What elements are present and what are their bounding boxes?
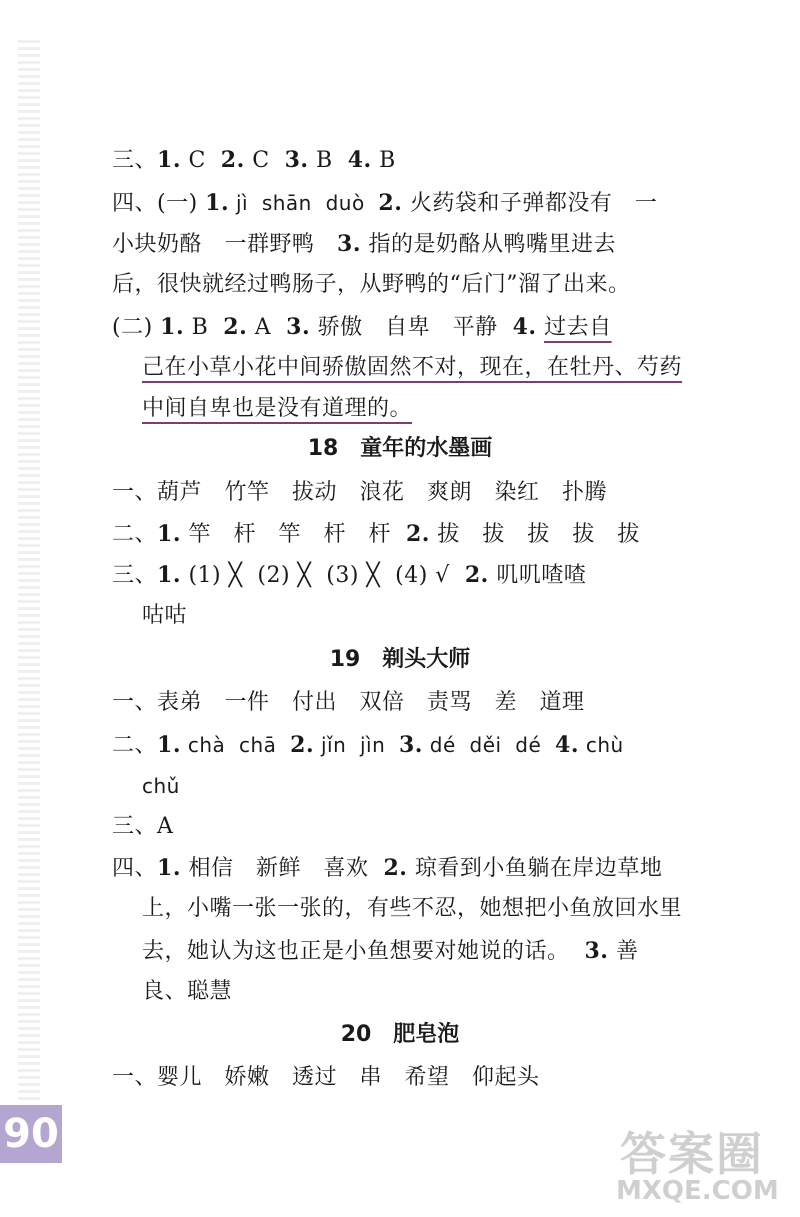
underlined-answer: 中间自卑也是没有道理的。 bbox=[142, 396, 413, 421]
answer-line: (二) 1. B 2. A 3. 骄傲 自卑 平静 4. 过去自 bbox=[112, 314, 612, 340]
answer-line: 二、1. chà chā 2. jǐn jìn 3. dé děi dé 4. chù bbox=[112, 732, 624, 758]
answer-line: 四、(一) 1. jì shān duò 2. 火药袋和子弹都没有 一 bbox=[112, 190, 658, 216]
answer-line: 一、葫芦 竹竿 拔动 浪花 爽朗 染红 扑腾 bbox=[112, 480, 608, 505]
answer-line: 上，小嘴一张一张的，有些不忍，她想把小鱼放回水里 bbox=[142, 896, 683, 921]
answer-line: 三、1. C 2. C 3. B 4. B bbox=[112, 147, 396, 173]
answer-line: 去，她认为这也正是小鱼想要对她说的话。 3. 善 bbox=[142, 938, 639, 964]
page-number-badge: 90 bbox=[0, 1105, 62, 1163]
answer-line: 后，很快就经过鸭肠子，从野鸭的“后门”溜了出来。 bbox=[112, 272, 631, 297]
watermark-logo bbox=[610, 1118, 790, 1210]
answer-line: 三、A bbox=[112, 814, 174, 839]
answer-line: 三、1. (1) ╳ (2) ╳ (3) ╳ (4) √ 2. 叽叽喳喳 bbox=[112, 562, 587, 588]
answer-line: 四、1. 相信 新鲜 喜欢 2. 琼看到小鱼躺在岸边草地 bbox=[112, 855, 663, 881]
answer-line: 咕咕 bbox=[142, 603, 188, 628]
lesson-heading: 20 肥皂泡 bbox=[340, 1022, 460, 1047]
underlined-answer: 己在小草小花中间骄傲固然不对，现在，在牡丹、芍药 bbox=[142, 355, 683, 380]
underlined-answer: 过去自 bbox=[544, 315, 612, 340]
answer-line: 二、1. 竿 杆 竿 杆 杆 2. 拔 拔 拔 拔 拔 bbox=[112, 521, 640, 547]
watermark-url: MXQE.COM bbox=[616, 1176, 779, 1206]
answer-line: 一、婴儿 娇嫩 透过 串 希望 仰起头 bbox=[112, 1065, 540, 1090]
watermark-text: 答案圈 bbox=[620, 1127, 764, 1181]
page-edge-texture bbox=[18, 40, 40, 1100]
answer-line: 一、表弟 一件 付出 双倍 责骂 差 道理 bbox=[112, 690, 585, 715]
lesson-heading: 18 童年的水墨画 bbox=[307, 436, 493, 461]
answer-line: 良、聪慧 bbox=[142, 979, 233, 1004]
lesson-heading: 19 剃头大师 bbox=[329, 647, 471, 672]
answer-line: chǔ bbox=[142, 774, 180, 798]
answer-line: 小块奶酪 一群野鸭 3. 指的是奶酪从鸭嘴里进去 bbox=[112, 231, 616, 257]
